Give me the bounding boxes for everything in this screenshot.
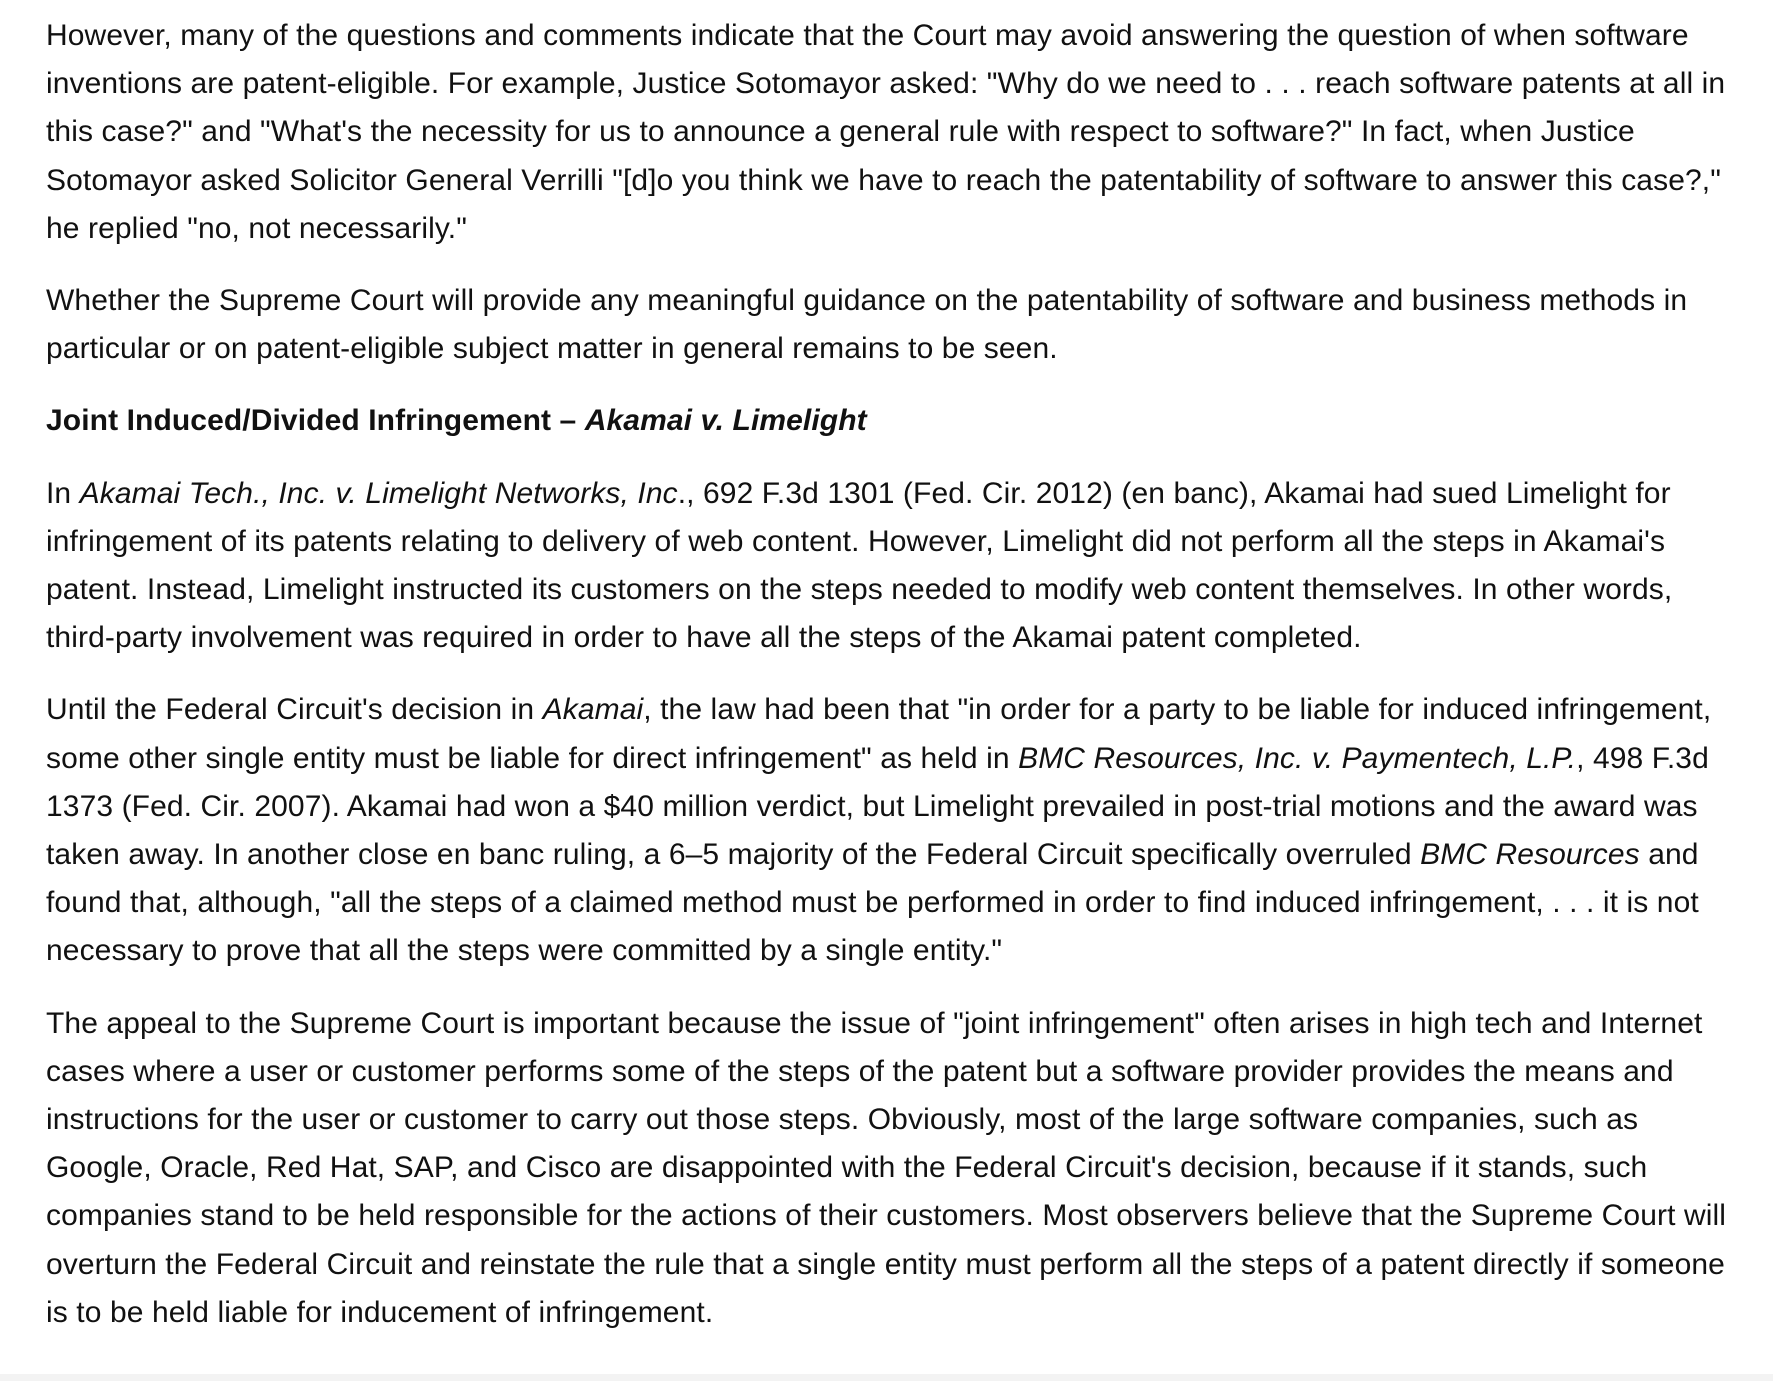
paragraph-text: and found that, although, "all the steps of a claimed method must be performed in order to find induced infringement, . . . it is not necessary to prove that all the steps were committed by a single entity." [46, 838, 1699, 968]
paragraph-akamai-background [46, 470, 1726, 663]
paragraph-software-eligibility [46, 12, 1726, 253]
section-heading [46, 397, 1726, 445]
bottom-edge [0, 1374, 1773, 1381]
paragraph-text: Whether the Supreme Court will provide any meaningful guidance on the patentability of software and business methods in particular or on patent-eligible subject matter in general remains to be seen. [46, 284, 1688, 366]
paragraph-text: In [46, 476, 80, 510]
case-citation: Akamai [542, 693, 644, 727]
paragraph-supreme-court-appeal [46, 1000, 1726, 1337]
case-citation: Akamai Tech., Inc. v. Limelight Networks, Inc [79, 476, 678, 510]
paragraph-text: Until the Federal Circuit's decision in [46, 693, 543, 727]
paragraph-text: ., 692 F.3d 1301 (Fed. Cir. 2012) (en banc), Akamai had sued Limelight for infringement of its patents relating to delivery of web content. However, Limelight did not perform all the steps in Akamai's patent. Instead, Limelight instructed its customers on the steps needed to modify web content themselves. In other words, third-party involvement was required in order to have all the steps of the Akamai patent completed. [46, 476, 1673, 655]
article-body [46, 12, 1726, 1361]
heading-text: Joint Induced/Divided Infringement – [46, 404, 585, 438]
paragraph-federal-circuit-decision [46, 686, 1726, 975]
paragraph-guidance [46, 277, 1726, 373]
paragraph-text: However, many of the questions and comments indicate that the Court may avoid answering the question of when software inventions are patent-eligible. For example, Justice Sotomayor asked: "Why do we need to . . . reach software patents at all in this case?" and "What's the necessity for us to announce a general rule with respect to software?" In fact, when Justice Sotomayor asked Solicitor General Verrilli "[d]o you think we have to reach the patentability of software to answer this case?," he replied "no, not necessarily." [46, 19, 1726, 245]
paragraph-text: The appeal to the Supreme Court is important because the issue of "joint infringement" often arises in high tech and Internet cases where a user or customer performs some of the steps of the patent but a software provider provides the means and instructions for the user or customer to carry out those steps. Obviously, most of the large software companies, such as Google, Oracle, Red Hat, SAP, and Cisco are disappointed with the Federal Circuit's decision, because if it stands, such companies stand to be held responsible for the actions of their customers. Most observers believe that the Supreme Court will overturn the Federal Circuit and reinstate the rule that a single entity must perform all the steps of a patent directly if someone is to be held liable for inducement of infringement. [46, 1006, 1727, 1329]
case-citation: BMC Resources [1420, 838, 1640, 872]
paragraph-text: , the law had been that "in order for a party to be liable for induced infringement, some other single entity must be liable for direct infringement" as held in [46, 693, 1712, 775]
paragraph-text: , 498 F.3d 1373 (Fed. Cir. 2007). Akamai had won a $40 million verdict, but Limelight prevailed in post-trial motions and the award was taken away. In another close en banc ruling, a 6–5 majority of the Federal Circuit specifically overruled [46, 741, 1709, 872]
heading-case-name: Akamai v. Limelight [584, 404, 867, 438]
case-citation: BMC Resources, Inc. v. Paymentech, L.P. [1018, 741, 1577, 775]
